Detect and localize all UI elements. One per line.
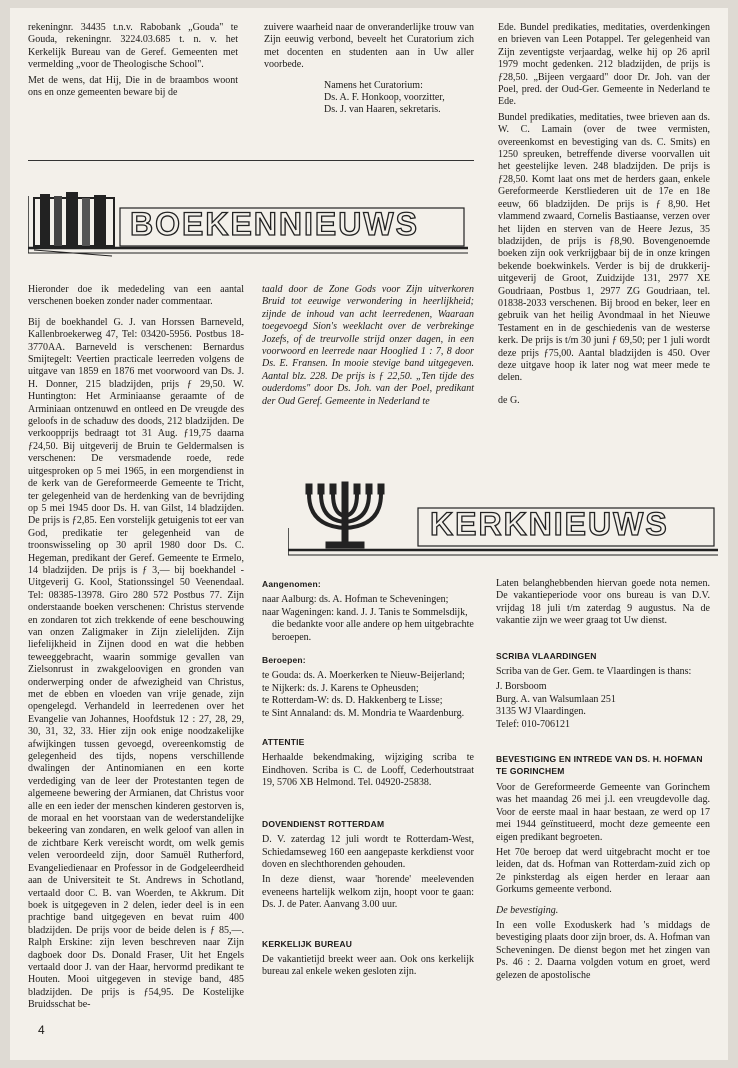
section-divider xyxy=(28,160,474,161)
section-heading: Aangenomen: xyxy=(262,579,321,589)
signature-line: Ds. J. van Haaren, sekretaris. xyxy=(324,104,441,116)
paragraph: Hieronder doe ik mededeling van een aantal verschenen boeken zonder nader commentaar. xyxy=(28,284,244,308)
paragraph: Voor de Gereformeerde Gemeente van Gorinchem was het maandag 26 mei j.l. een vreugdevolle dag. Voor de eerste maal in haar bestaan, ze werd op 17 mei 1944 geïnstitueerd, mocht deze gemeente een eigen predikant begroeten. xyxy=(496,781,710,843)
kerknieuws-banner xyxy=(288,478,718,560)
boekennieuws-banner xyxy=(28,190,468,260)
paragraph: zuivere waarheid naar de onveranderlijke trouw van Zijn eeuwig verbond, beveelt het Curatorium zich met docenten en studenten aan in Uw aller voorbede. xyxy=(264,22,474,71)
books-column-2 xyxy=(262,284,474,411)
newspaper-page xyxy=(10,8,728,1060)
section-heading: SCRIBA VLAARDINGEN xyxy=(496,650,597,661)
paragraph: rekeningnr. 34435 t.n.v. Rabobank „Gouda" te Gouda, rekeningnr. 3224.03.685 t. n. v. het Kerkelijk Bureau van de Geref. Gemeenten met vermelding „voor de Theologische School". xyxy=(28,22,238,71)
paragraph: D. V. zaterdag 12 juli wordt te Rotterdam-West, Schiedamseweg 160 een aangepaste kerkdienst voor doven en slechthorenden gehouden. xyxy=(262,834,474,870)
list-item: naar Wageningen: kand. J. J. Tanis te Sommelsdijk, die bedankte voor alle andere op hem uitgebrachte beroepen. xyxy=(262,606,474,643)
kerknieuws-title: KERKNIEUWS xyxy=(430,506,669,542)
paragraph: Bundel predikaties, meditaties, twee brieven aan ds. W. C. Lamain (over de twee vermisten, overeenkomst en bevestiging van ds. C. Smits) en 1250 spreuken, betreffende diverse voorvallen uit het geestelijke leven. 248 bladzijden. De prijs is ƒ28,50. Komt laat ons met de herders gaan, enkele Gereformeerde Kerstliederen uit de 17e en 18e eeuw, 66 bladzijden. De prijs is ƒ 8,90. Het vlammend zwaard, Cornelis Bastiaanse, verzen over het lijden en sterven van de Heere Jezus, 35 bladzijden, de prijs is ƒ8,90. Bovengenoemde boeken zijn ook verkrijgbaar bij de in onze kringen bekende boekwinkels. Verder is bij de drukkerij-uitgeverij de Groot, Zuidzijde 131, 2977 XE Goudriaan, Postbus 1, 2977 ZG Goudriaan, tel. 01838-2033 verschenen. Bij brood en beker, leer en gebruik van het heilig Avondmaal in het Nieuwe Testament en in de geschiedenis van de westerse kerk. De prijs is t/m 30 juni ƒ 69,50; per 1 juli wordt deze prijs ƒ75,00. Aantal bladzijden is 450. Over deze uitgave hoop ik later nog wat meer mede te delen. xyxy=(498,111,710,384)
list-item: te Sint Annaland: ds. M. Mondria te Waardenburg. xyxy=(262,707,465,719)
section-heading: BEVESTIGING EN INTREDE VAN DS. H. HOFMAN TE GORINCHEM xyxy=(496,754,703,777)
page-number: 4 xyxy=(38,1023,45,1037)
section-heading: ATTENTIE xyxy=(262,737,305,748)
top-column-3 xyxy=(498,22,710,410)
kerk-column-2 xyxy=(496,578,710,985)
list-item: te Nijkerk: ds. J. Karens te Opheusden; xyxy=(262,682,419,694)
paragraph: In deze dienst, waar 'horende' meelevenden eveneens hartelijk welkom zijn, hoopt voor te gaan: Ds. J. de Pater. Aanvang 3.00 uur. xyxy=(262,874,474,911)
paragraph: Herhaalde bekendmaking, wijziging scriba te Eindhoven. Scriba is C. de Looff, Cederhoutstraat 19, 5706 XB Helmond. Tel. 04920-25838. xyxy=(262,752,474,789)
kerk-column-1 xyxy=(262,578,474,982)
paragraph: De vakantietijd breekt weer aan. Ook ons kerkelijk bureau zal enkele weken gesloten zijn. xyxy=(262,953,474,978)
section-heading: Beroepen: xyxy=(262,655,306,666)
section-heading: KERKELIJK BUREAU xyxy=(262,938,353,949)
books-column-1 xyxy=(28,284,244,1015)
address-line: Burg. A. van Walsumlaan 251 xyxy=(496,693,616,705)
address-line: 3135 WJ Vlaardingen. xyxy=(496,706,586,718)
signature-line: Namens het Curatorium: xyxy=(324,79,423,91)
signature-block xyxy=(324,80,474,117)
section-heading: DOVENDIENST ROTTERDAM xyxy=(262,818,385,829)
top-column-1 xyxy=(28,22,238,102)
subheading: De bevestiging. xyxy=(496,904,559,916)
paragraph: taald door de Zone Gods voor Zijn uitverkoren Bruid tot eeuwige verwondering in heerlijkheid; zijnde de inhoud van acht leerredenen, Waaraan toegevoegd Sion's weeklacht over de verbrekinge Jozefs, of de treurvolle strijd onzer dagen, in een voorwoord en leerrede naar Hooglied 1 : 7, 8 door Ds. E. Fransen. In mooie stevige band uitgegeven. Aantal blz. 228. De prijs is ƒ 22,50. „Ten tijde des ouderdoms" door Ds. Joh. van der Poel, predikant der Oud Geref. Gemeente in Nederland te xyxy=(262,284,474,407)
paragraph: In een volle Exoduskerk had 's middags de bevestiging plaats door zijn broer, ds. A. Hofman van Scheveningen. De dienst begon met het zingen van Ps. 46 : 2. Daarna volgden votum en groet, werd gelezen de apostolische xyxy=(496,919,710,981)
address-line: Telef: 010-706121 xyxy=(496,718,571,730)
paragraph: Scriba van de Ger. Gem. te Vlaardingen is thans: xyxy=(496,666,692,678)
list-item: te Gouda: ds. A. Moerkerken te Nieuw-Beijerland; xyxy=(262,670,465,682)
list-item: te Rotterdam-W: ds. D. Hakkenberg te Lisse; xyxy=(262,695,443,707)
author-sign: de G. xyxy=(498,394,520,406)
top-column-2 xyxy=(264,22,474,117)
paragraph: Bij de boekhandel G. J. van Horssen Barneveld, Kallenbroekerweg 47, Tel: 03420-5956. Postbus 18-3770AA. Barneveld is verschenen: Bernardus Smijtegelt: Veertien practicale leerreden volgens de uitgave van 1859 en 1876 met voorwoord van Ds. J. H. Donner, 215 bladzijden, prijs ƒ 29,50. W. Huntington: Het Arminiaanse geraamte of de Arminiaan ontzenuwd en ontleed en De vreugde des geloofs in de schaduw des doods, 212 bladzijden. De verkoopprijs bedraagt tot 31 Aug. ƒ19,75 daarna ƒ24,50. Bij uitgeverij de Bruin te Geldermalsen is verschenen: De versmadende roede, rede uitgesproken op 5 mei 1965, in een morgendienst in de kerk van de Gereformeerde Gemeente te Tricht, ter gelegenheid van de herdenking van de bevrijding op 5 mei 1945 door Ds. H. van Gilst, 14 bladzijden. De prijs is ƒ2,85. Een vorstelijk getuigenis tot eer van God, predikatie ter gelegenheid van de troonswisseling op 30 april 1980 door Ds. C. Hegeman, predikant der Geref. Gemeente te Ermelo, 14 bladzijden. De prijs is ƒ 3,— bij boekhandel - Uitgeverij G. Kool, Stationssingel 50 Veenendaal. Tel: 08385-13978. Giro 280 572 Postbus 77. Zijn onderstaande boeken verschenen: Christus stervende en zondaren tot zich trekkende of eene beschouwing van onzen Zaligmaker in Zijn zielelijden. Zijn liefelijkheid in Zijnen dood en wat die hebben teweeggebracht, waarin sommige gevallen van Zielsonrust in zwakgeloovigen en gronden van onderwerping onder de afwezigheid van Christus, met de ebben en vloeden van vrije genade, zijn opengelegd. Verhandeld in leerredenen over het Evangelie van Johannes, Hoofdstuk 12 : 27, 28, 29, 30, 31, 32, 33. Hier zijn ook enige noodzakelijke afwijkingen tussen gevoegd, overeenkomstig de gelegenheid des tijds, nopens verschillende dwalingen der Antinomianen en een korte verdediging van de leer der Protestanten tegen de algemeene bewering der Armianen, dat Christus voor alle en een ieder der menschen kinderen gestorven is, de moraal en het voorstaan van de wederstandelijke bekeering van zondaren, en welk geloof van allen in de zichtbare Kerk vereischt wordt, om welk gemis velen veroordeeld zijn, door Samuël Rutherford, Evangeliedienaar en Professor in de Godgeleerdheid aan de Universiteit te St. Andrews in Schotland, vertaald door C. B. van Woerden, te Akkrum. Dit boek is uitgegeven in 2 delen, ieder deel is in een prachtige band uitgegeven en bevat ruim 400 bladzijden. De prijs voor de beide delen is ƒ 85,—. Ralph Erskine: zijn leven beschreven naar Zijn dagboek door Ds. Donald Fraser, Uit het Engels vertaald door J. van der Haar, hervormd predikant te Houten. Mooi uitgegeven in stevige band, 485 bladzijden. De prijs is ƒ54,95. De Kostelijke Bruidsschat be- xyxy=(28,316,244,1011)
signature-line: Ds. A. F. Honkoop, voorzitter, xyxy=(324,92,445,104)
boekennieuws-title: BOEKENNIEUWS xyxy=(130,206,419,242)
paragraph: Ede. Bundel predikaties, meditaties, overdenkingen en brieven van Leen Potappel. Ter gelegenheid van Zijn zeventigste verjaardag, welke hij op 26 april 1979 mocht gedenken. 212 bladzijden, de prijs is ƒ28,50. „Bijeen vergaard" door Dr. Joh. van der Poel, pred. der Oud-Ger. Gemeente in Nederland te Ede. xyxy=(498,22,710,108)
paragraph: Het 70e beroep dat werd uitgebracht mocht er toe leiden, dat ds. Hofman van Rotterdam-zuid zich op 2e pinksterdag als eigen herder en leraar aan Gorkums gemeente verbond. xyxy=(496,846,710,896)
address-line: J. Borsboom xyxy=(496,681,547,693)
paragraph: Met de wens, dat Hij, Die in de braambos woont ons en onze gemeenten beware bij de xyxy=(28,74,238,99)
paragraph: Laten belanghebbenden hiervan goede nota nemen. De vakantieperiode voor ons bureau is van D.V. vrijdag 18 juli t/m zaterdag 9 augustus. Na de vakantie zijn we weer graag tot Uw dienst. xyxy=(496,578,710,627)
list-item: naar Aalburg: ds. A. Hofman te Scheveningen; xyxy=(262,594,449,606)
